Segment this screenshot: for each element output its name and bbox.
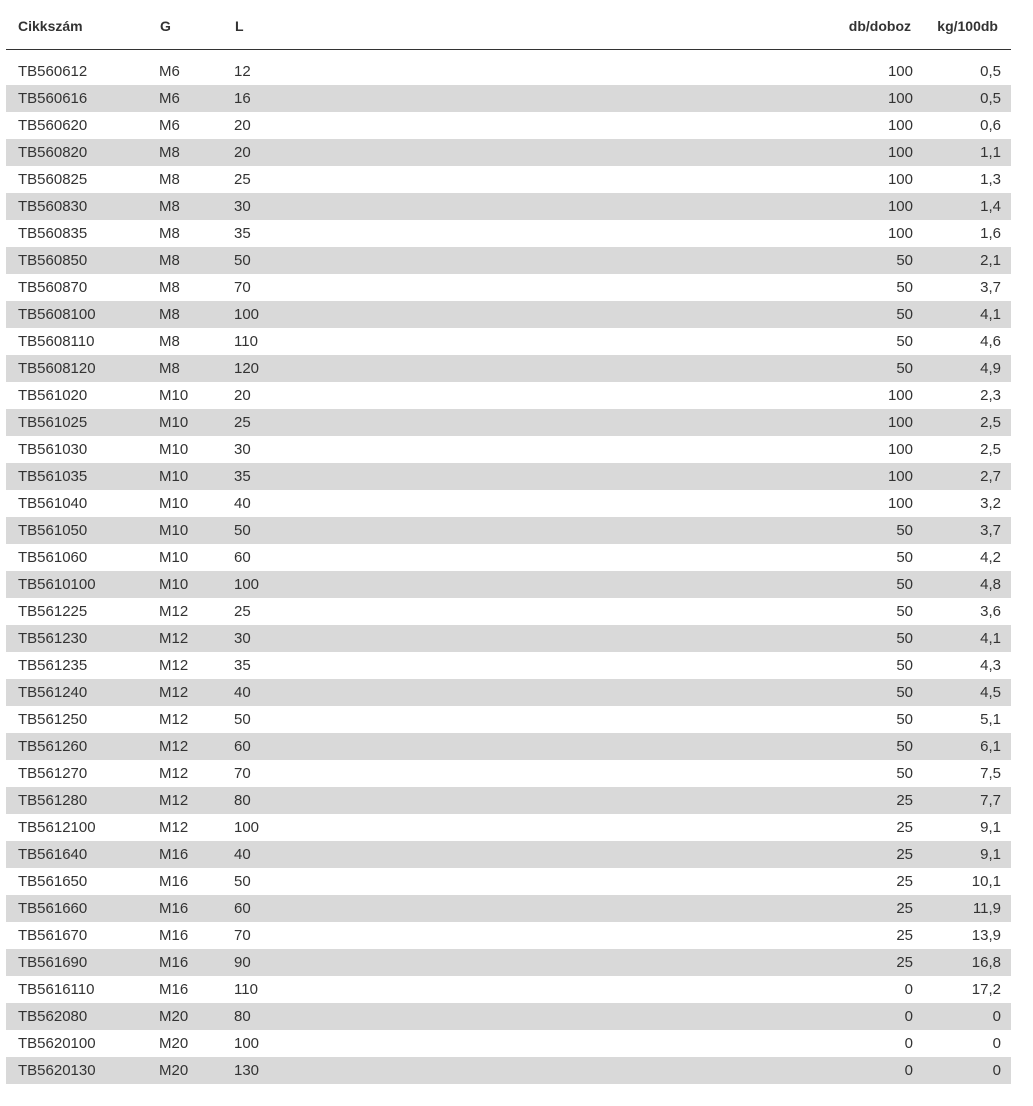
cell-kg: 0 [992, 1062, 1001, 1079]
cell-db: 50 [896, 765, 913, 782]
cell-code: TB561260 [18, 738, 88, 755]
cell-l: 70 [234, 927, 251, 944]
cell-g: M12 [159, 819, 189, 836]
cell-kg: 2,5 [980, 441, 1001, 458]
cell-g: M8 [159, 306, 180, 323]
table-row [6, 274, 1011, 301]
cell-kg: 4,9 [980, 360, 1001, 377]
cell-db: 100 [887, 90, 913, 107]
cell-db: 50 [896, 333, 913, 350]
table-row [6, 220, 1011, 247]
table-row [6, 598, 1011, 625]
cell-l: 80 [234, 1008, 251, 1025]
cell-l: 30 [234, 441, 251, 458]
cell-db: 50 [896, 603, 913, 620]
cell-db: 50 [896, 360, 913, 377]
table-row [6, 625, 1011, 652]
cell-kg: 9,1 [980, 846, 1001, 863]
table-row [6, 436, 1011, 463]
cell-db: 0 [904, 981, 913, 998]
table-row [6, 544, 1011, 571]
cell-code: TB561235 [18, 657, 88, 674]
cell-g: M12 [159, 603, 189, 620]
cell-code: TB561670 [18, 927, 88, 944]
cell-db: 50 [896, 576, 913, 593]
column-header-code: Cikkszám [18, 18, 83, 34]
cell-l: 40 [234, 846, 251, 863]
cell-db: 50 [896, 252, 913, 269]
cell-kg: 13,9 [971, 927, 1001, 944]
cell-code: TB561230 [18, 630, 88, 647]
table-row [6, 409, 1011, 436]
cell-g: M10 [159, 576, 189, 593]
cell-kg: 2,5 [980, 414, 1001, 431]
cell-g: M10 [159, 441, 189, 458]
cell-kg: 0,5 [980, 90, 1001, 107]
cell-kg: 1,4 [980, 198, 1001, 215]
cell-code: TB5608100 [18, 306, 96, 323]
cell-code: TB5608120 [18, 360, 96, 377]
cell-db: 0 [904, 1062, 913, 1079]
table-row [6, 328, 1011, 355]
product-table [6, 0, 1011, 1079]
cell-g: M10 [159, 549, 189, 566]
cell-l: 50 [234, 252, 251, 269]
cell-l: 110 [234, 981, 258, 998]
cell-g: M16 [159, 900, 189, 917]
table-row [6, 139, 1011, 166]
table-row [6, 193, 1011, 220]
cell-db: 100 [887, 63, 913, 80]
cell-g: M10 [159, 522, 189, 539]
cell-db: 25 [896, 792, 913, 809]
cell-l: 35 [234, 657, 251, 674]
cell-g: M12 [159, 684, 189, 701]
cell-kg: 17,2 [971, 981, 1001, 998]
cell-l: 35 [234, 225, 251, 242]
table-row [6, 841, 1011, 868]
cell-kg: 0,6 [980, 117, 1001, 134]
cell-g: M12 [159, 792, 189, 809]
cell-g: M8 [159, 198, 180, 215]
cell-db: 50 [896, 684, 913, 701]
cell-db: 100 [887, 171, 913, 188]
cell-kg: 4,6 [980, 333, 1001, 350]
cell-code: TB561240 [18, 684, 88, 701]
cell-db: 100 [887, 225, 913, 242]
table-row [6, 922, 1011, 949]
cell-l: 50 [234, 522, 251, 539]
cell-db: 0 [904, 1008, 913, 1025]
cell-code: TB560830 [18, 198, 88, 215]
cell-kg: 11,9 [972, 900, 1001, 917]
cell-code: TB560616 [18, 90, 88, 107]
cell-code: TB561250 [18, 711, 88, 728]
cell-g: M12 [159, 657, 189, 674]
cell-db: 50 [896, 522, 913, 539]
cell-code: TB561270 [18, 765, 88, 782]
cell-db: 100 [887, 387, 913, 404]
cell-code: TB5616110 [18, 981, 95, 998]
cell-code: TB5612100 [18, 819, 96, 836]
cell-g: M12 [159, 630, 189, 647]
cell-l: 40 [234, 684, 251, 701]
cell-g: M8 [159, 252, 180, 269]
cell-code: TB5610100 [18, 576, 96, 593]
cell-kg: 7,5 [980, 765, 1001, 782]
table-row [6, 679, 1011, 706]
cell-kg: 0 [992, 1008, 1001, 1025]
cell-kg: 5,1 [980, 711, 1001, 728]
cell-g: M16 [159, 927, 189, 944]
cell-g: M10 [159, 495, 189, 512]
cell-g: M16 [159, 846, 189, 863]
table-row [6, 760, 1011, 787]
table-row [6, 1003, 1011, 1030]
cell-code: TB561690 [18, 954, 88, 971]
cell-l: 110 [234, 333, 258, 350]
cell-g: M12 [159, 711, 189, 728]
cell-db: 50 [896, 279, 913, 296]
table-row [6, 301, 1011, 328]
table-row [6, 382, 1011, 409]
cell-l: 100 [234, 576, 260, 593]
cell-db: 25 [896, 900, 913, 917]
cell-g: M8 [159, 171, 180, 188]
table-row [6, 463, 1011, 490]
cell-db: 50 [896, 657, 913, 674]
cell-code: TB561050 [18, 522, 88, 539]
table-row [6, 652, 1011, 679]
cell-db: 50 [896, 549, 913, 566]
column-header-g: G [160, 18, 171, 34]
cell-db: 100 [887, 468, 913, 485]
table-row [6, 706, 1011, 733]
cell-kg: 3,2 [980, 495, 1001, 512]
table-row [6, 58, 1011, 85]
cell-code: TB5608110 [18, 333, 95, 350]
table-row [6, 949, 1011, 976]
cell-db: 50 [896, 711, 913, 728]
cell-g: M12 [159, 738, 189, 755]
table-row [6, 355, 1011, 382]
cell-g: M20 [159, 1008, 189, 1025]
cell-code: TB561030 [18, 441, 88, 458]
cell-kg: 4,2 [980, 549, 1001, 566]
table-row [6, 571, 1011, 598]
cell-g: M6 [159, 90, 180, 107]
cell-l: 60 [234, 738, 251, 755]
cell-kg: 1,3 [980, 171, 1001, 188]
cell-g: M16 [159, 954, 189, 971]
cell-db: 25 [896, 873, 913, 890]
cell-db: 0 [904, 1035, 913, 1052]
cell-db: 25 [896, 819, 913, 836]
cell-code: TB561640 [18, 846, 88, 863]
cell-db: 100 [887, 441, 913, 458]
cell-l: 80 [234, 792, 251, 809]
cell-code: TB5620100 [18, 1035, 96, 1052]
cell-l: 60 [234, 900, 251, 917]
cell-g: M6 [159, 117, 180, 134]
cell-g: M12 [159, 765, 189, 782]
table-row [6, 490, 1011, 517]
cell-l: 130 [234, 1062, 260, 1079]
cell-g: M8 [159, 279, 180, 296]
table-row [6, 247, 1011, 274]
table-row [6, 895, 1011, 922]
cell-kg: 4,1 [980, 630, 1001, 647]
cell-l: 100 [234, 306, 260, 323]
table-row [6, 814, 1011, 841]
cell-code: TB560825 [18, 171, 88, 188]
cell-g: M20 [159, 1035, 189, 1052]
table-row [6, 868, 1011, 895]
cell-l: 70 [234, 279, 251, 296]
cell-code: TB561660 [18, 900, 88, 917]
cell-db: 25 [896, 954, 913, 971]
cell-kg: 0,5 [980, 63, 1001, 80]
cell-code: TB560612 [18, 63, 88, 80]
cell-db: 100 [887, 144, 913, 161]
table-header [6, 0, 1011, 50]
cell-kg: 2,1 [980, 252, 1001, 269]
cell-code: TB561020 [18, 387, 88, 404]
cell-l: 12 [234, 63, 251, 80]
cell-kg: 4,8 [980, 576, 1001, 593]
cell-g: M16 [159, 873, 189, 890]
cell-db: 25 [896, 927, 913, 944]
cell-g: M10 [159, 468, 189, 485]
cell-db: 25 [896, 846, 913, 863]
table-row [6, 976, 1011, 1003]
cell-g: M8 [159, 360, 180, 377]
cell-kg: 7,7 [980, 792, 1001, 809]
column-header-db: db/doboz [848, 18, 911, 34]
table-row [6, 517, 1011, 544]
cell-kg: 6,1 [980, 738, 1001, 755]
cell-kg: 4,1 [980, 306, 1001, 323]
cell-g: M10 [159, 387, 189, 404]
cell-kg: 3,6 [980, 603, 1001, 620]
cell-db: 50 [896, 630, 913, 647]
column-header-l: L [235, 18, 244, 34]
table-row [6, 166, 1011, 193]
cell-l: 20 [234, 387, 251, 404]
cell-kg: 4,3 [980, 657, 1001, 674]
cell-code: TB561225 [18, 603, 88, 620]
cell-code: TB561040 [18, 495, 88, 512]
cell-g: M8 [159, 225, 180, 242]
table-row [6, 787, 1011, 814]
table-row [6, 112, 1011, 139]
cell-code: TB560870 [18, 279, 88, 296]
cell-code: TB561650 [18, 873, 88, 890]
table-row [6, 85, 1011, 112]
cell-code: TB560850 [18, 252, 88, 269]
cell-code: TB561035 [18, 468, 88, 485]
cell-kg: 3,7 [980, 279, 1001, 296]
cell-db: 100 [887, 117, 913, 134]
cell-g: M8 [159, 333, 180, 350]
cell-db: 50 [896, 738, 913, 755]
cell-g: M8 [159, 144, 180, 161]
cell-l: 40 [234, 495, 251, 512]
cell-l: 60 [234, 549, 251, 566]
cell-kg: 0 [992, 1035, 1001, 1052]
cell-l: 30 [234, 630, 251, 647]
table-row [6, 733, 1011, 760]
cell-l: 100 [234, 1035, 260, 1052]
cell-l: 16 [234, 90, 251, 107]
cell-l: 100 [234, 819, 260, 836]
cell-l: 20 [234, 117, 251, 134]
cell-db: 100 [887, 414, 913, 431]
cell-code: TB561060 [18, 549, 88, 566]
cell-kg: 3,7 [980, 522, 1001, 539]
cell-kg: 16,8 [971, 954, 1001, 971]
cell-db: 100 [887, 198, 913, 215]
column-header-kg: kg/100db [937, 18, 998, 34]
cell-kg: 1,1 [980, 144, 1001, 161]
cell-code: TB561280 [18, 792, 88, 809]
cell-g: M10 [159, 414, 189, 431]
cell-kg: 4,5 [980, 684, 1001, 701]
cell-kg: 2,3 [980, 387, 1001, 404]
cell-code: TB561025 [18, 414, 88, 431]
cell-kg: 10,1 [971, 873, 1001, 890]
cell-code: TB560835 [18, 225, 88, 242]
table-body [6, 58, 1011, 1084]
cell-l: 50 [234, 711, 251, 728]
table-row [6, 1057, 1011, 1084]
cell-kg: 9,1 [980, 819, 1001, 836]
cell-l: 25 [234, 603, 251, 620]
cell-code: TB560620 [18, 117, 88, 134]
cell-l: 25 [234, 414, 251, 431]
cell-l: 50 [234, 873, 251, 890]
cell-g: M6 [159, 63, 180, 80]
cell-kg: 1,6 [980, 225, 1001, 242]
table-row [6, 1030, 1011, 1057]
cell-code: TB5620130 [18, 1062, 96, 1079]
cell-g: M16 [159, 981, 189, 998]
cell-l: 90 [234, 954, 251, 971]
cell-kg: 2,7 [980, 468, 1001, 485]
cell-g: M20 [159, 1062, 189, 1079]
cell-db: 100 [887, 495, 913, 512]
cell-db: 50 [896, 306, 913, 323]
cell-code: TB562080 [18, 1008, 88, 1025]
cell-l: 35 [234, 468, 251, 485]
cell-l: 120 [234, 360, 260, 377]
cell-l: 30 [234, 198, 251, 215]
cell-l: 70 [234, 765, 251, 782]
cell-l: 25 [234, 171, 251, 188]
cell-l: 20 [234, 144, 251, 161]
cell-code: TB560820 [18, 144, 88, 161]
